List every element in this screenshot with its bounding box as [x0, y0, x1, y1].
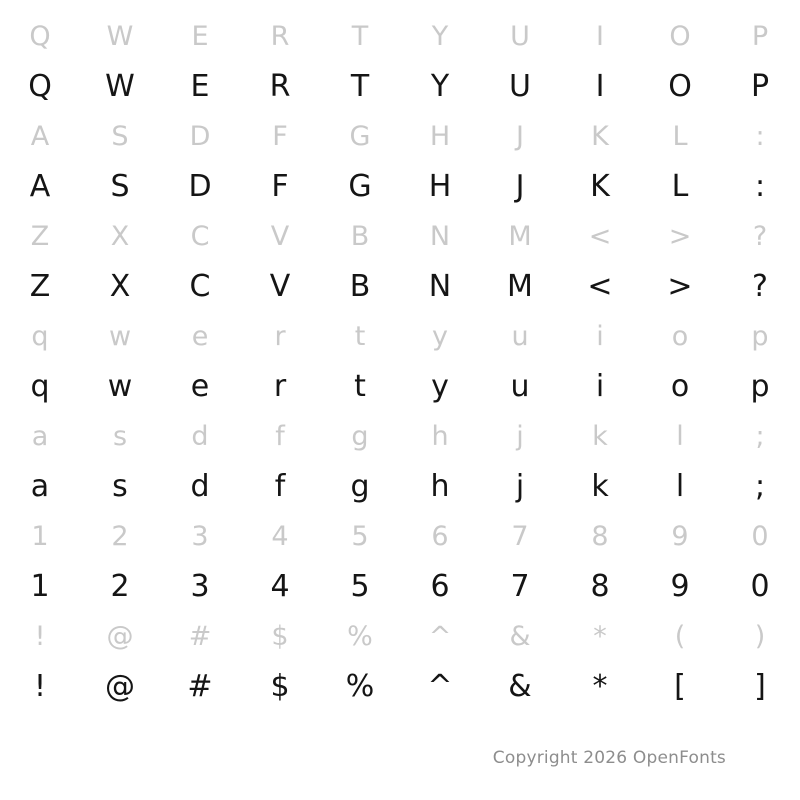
ghost-glyph: C: [190, 221, 210, 252]
character-row-pair: [0, 306, 800, 406]
ghost-glyph: f: [275, 421, 285, 452]
solid-glyph: f: [274, 469, 286, 504]
solid-row: [0, 652, 800, 706]
solid-glyph: @: [105, 669, 135, 704]
ghost-glyph: 0: [751, 521, 769, 552]
ghost-glyph: O: [669, 21, 691, 52]
character-row-pair: [0, 106, 800, 206]
solid-glyph: A: [29, 169, 51, 204]
ghost-glyph: *: [593, 621, 607, 652]
solid-glyph: i: [595, 369, 605, 404]
ghost-glyph: R: [270, 21, 290, 52]
ghost-glyph: B: [350, 221, 370, 252]
ghost-glyph: w: [108, 321, 132, 352]
ghost-glyph: h: [431, 421, 449, 452]
ghost-glyph: (: [674, 621, 686, 652]
character-row-pair: [0, 206, 800, 306]
solid-glyph: 7: [510, 569, 530, 604]
solid-glyph: E: [190, 69, 210, 104]
ghost-glyph: 3: [191, 521, 209, 552]
solid-glyph: H: [428, 169, 452, 204]
solid-glyph: T: [350, 69, 370, 104]
solid-glyph: o: [670, 369, 690, 404]
ghost-glyph: 4: [271, 521, 289, 552]
ghost-glyph: 1: [31, 521, 49, 552]
solid-glyph: P: [750, 69, 770, 104]
solid-glyph: :: [754, 169, 766, 204]
ghost-glyph: 6: [431, 521, 449, 552]
ghost-glyph: %: [347, 621, 373, 652]
solid-glyph: R: [269, 69, 291, 104]
ghost-glyph: F: [272, 121, 288, 152]
solid-glyph: !: [33, 669, 47, 704]
solid-glyph: e: [190, 369, 210, 404]
ghost-glyph: #: [188, 621, 212, 652]
solid-glyph: ^: [427, 669, 453, 704]
ghost-glyph: 2: [111, 521, 129, 552]
ghost-row: [0, 306, 800, 352]
character-row-pair: [0, 506, 800, 606]
ghost-glyph: 9: [671, 521, 689, 552]
character-row-pair: [0, 6, 800, 106]
ghost-glyph: K: [591, 121, 609, 152]
ghost-row: [0, 6, 800, 52]
solid-glyph: S: [110, 169, 130, 204]
ghost-glyph: s: [112, 421, 128, 452]
solid-row: [0, 252, 800, 306]
solid-glyph: r: [273, 369, 287, 404]
ghost-glyph: l: [676, 421, 684, 452]
solid-glyph: #: [187, 669, 213, 704]
ghost-glyph: 8: [591, 521, 609, 552]
solid-glyph: J: [515, 169, 525, 204]
solid-glyph: %: [345, 669, 375, 704]
solid-glyph: &: [508, 669, 532, 704]
ghost-glyph: ?: [752, 221, 768, 252]
ghost-glyph: W: [106, 21, 134, 52]
ghost-glyph: y: [432, 321, 448, 352]
ghost-glyph: i: [596, 321, 604, 352]
solid-row: [0, 552, 800, 606]
ghost-row: [0, 606, 800, 652]
solid-glyph: B: [349, 269, 371, 304]
ghost-glyph: 7: [511, 521, 529, 552]
solid-glyph: l: [675, 469, 685, 504]
ghost-glyph: S: [111, 121, 129, 152]
solid-glyph: s: [112, 469, 128, 504]
solid-glyph: t: [354, 369, 366, 404]
solid-row: [0, 52, 800, 106]
solid-glyph: F: [271, 169, 289, 204]
ghost-glyph: <: [588, 221, 612, 252]
ghost-glyph: E: [191, 21, 209, 52]
ghost-glyph: q: [31, 321, 49, 352]
ghost-glyph: p: [751, 321, 769, 352]
solid-glyph: h: [430, 469, 450, 504]
solid-glyph: Q: [28, 69, 52, 104]
solid-glyph: a: [30, 469, 50, 504]
solid-row: [0, 452, 800, 506]
solid-glyph: Z: [29, 269, 51, 304]
solid-glyph: *: [592, 669, 608, 704]
solid-glyph: D: [188, 169, 212, 204]
solid-glyph: w: [107, 369, 133, 404]
solid-glyph: O: [668, 69, 692, 104]
ghost-glyph: u: [511, 321, 529, 352]
ghost-row: [0, 106, 800, 152]
ghost-glyph: N: [429, 221, 451, 252]
ghost-glyph: A: [30, 121, 50, 152]
solid-glyph: 6: [430, 569, 450, 604]
solid-glyph: q: [30, 369, 50, 404]
solid-glyph: G: [348, 169, 372, 204]
ghost-glyph: g: [351, 421, 369, 452]
solid-glyph: g: [350, 469, 370, 504]
ghost-glyph: :: [755, 121, 765, 152]
solid-glyph: 8: [590, 569, 610, 604]
ghost-glyph: $: [271, 621, 289, 652]
ghost-glyph: j: [516, 421, 524, 452]
ghost-glyph: Q: [29, 21, 51, 52]
solid-glyph: 3: [190, 569, 210, 604]
solid-glyph: >: [667, 269, 693, 304]
solid-glyph: X: [109, 269, 131, 304]
solid-glyph: 5: [350, 569, 370, 604]
solid-glyph: ]: [754, 669, 766, 704]
solid-glyph: 2: [110, 569, 130, 604]
solid-glyph: j: [515, 469, 525, 504]
ghost-glyph: G: [349, 121, 371, 152]
ghost-glyph: r: [274, 321, 286, 352]
ghost-glyph: H: [429, 121, 451, 152]
ghost-glyph: L: [672, 121, 688, 152]
copyright-notice: Copyright 2026 OpenFonts: [492, 748, 726, 768]
ghost-glyph: d: [191, 421, 209, 452]
ghost-glyph: M: [508, 221, 532, 252]
ghost-glyph: D: [189, 121, 211, 152]
ghost-glyph: P: [751, 21, 769, 52]
solid-glyph: $: [270, 669, 290, 704]
solid-glyph: d: [190, 469, 210, 504]
solid-glyph: [: [674, 669, 686, 704]
ghost-glyph: e: [191, 321, 209, 352]
ghost-glyph: T: [351, 21, 369, 52]
solid-glyph: M: [507, 269, 533, 304]
ghost-glyph: k: [592, 421, 608, 452]
ghost-glyph: Y: [431, 21, 449, 52]
solid-glyph: C: [189, 269, 211, 304]
solid-row: [0, 352, 800, 406]
solid-glyph: <: [587, 269, 613, 304]
solid-glyph: I: [595, 69, 605, 104]
solid-glyph: u: [510, 369, 530, 404]
ghost-glyph: V: [270, 221, 290, 252]
solid-glyph: ?: [752, 269, 768, 304]
ghost-glyph: U: [510, 21, 530, 52]
ghost-glyph: ): [754, 621, 766, 652]
ghost-row: [0, 406, 800, 452]
ghost-glyph: !: [34, 621, 46, 652]
ghost-row: [0, 506, 800, 552]
ghost-glyph: &: [509, 621, 531, 652]
ghost-glyph: Z: [30, 221, 50, 252]
solid-glyph: 4: [270, 569, 290, 604]
solid-glyph: 1: [30, 569, 50, 604]
solid-glyph: W: [105, 69, 135, 104]
solid-glyph: U: [509, 69, 531, 104]
solid-glyph: p: [750, 369, 770, 404]
ghost-glyph: >: [668, 221, 692, 252]
character-row-pair: [0, 606, 800, 706]
ghost-glyph: X: [110, 221, 130, 252]
solid-glyph: V: [269, 269, 291, 304]
ghost-glyph: @: [106, 621, 134, 652]
ghost-glyph: o: [671, 321, 689, 352]
solid-glyph: L: [671, 169, 689, 204]
solid-glyph: Y: [430, 69, 450, 104]
solid-glyph: y: [431, 369, 449, 404]
solid-row: [0, 152, 800, 206]
ghost-glyph: ^: [428, 621, 452, 652]
ghost-glyph: ;: [755, 421, 765, 452]
solid-glyph: N: [428, 269, 452, 304]
ghost-glyph: t: [354, 321, 366, 352]
solid-glyph: ;: [754, 469, 766, 504]
solid-glyph: 9: [670, 569, 690, 604]
ghost-glyph: a: [31, 421, 49, 452]
character-row-pair: [0, 406, 800, 506]
ghost-glyph: J: [516, 121, 524, 152]
solid-glyph: 0: [750, 569, 770, 604]
ghost-glyph: I: [596, 21, 604, 52]
ghost-row: [0, 206, 800, 252]
solid-glyph: K: [590, 169, 610, 204]
solid-glyph: k: [591, 469, 609, 504]
ghost-glyph: 5: [351, 521, 369, 552]
